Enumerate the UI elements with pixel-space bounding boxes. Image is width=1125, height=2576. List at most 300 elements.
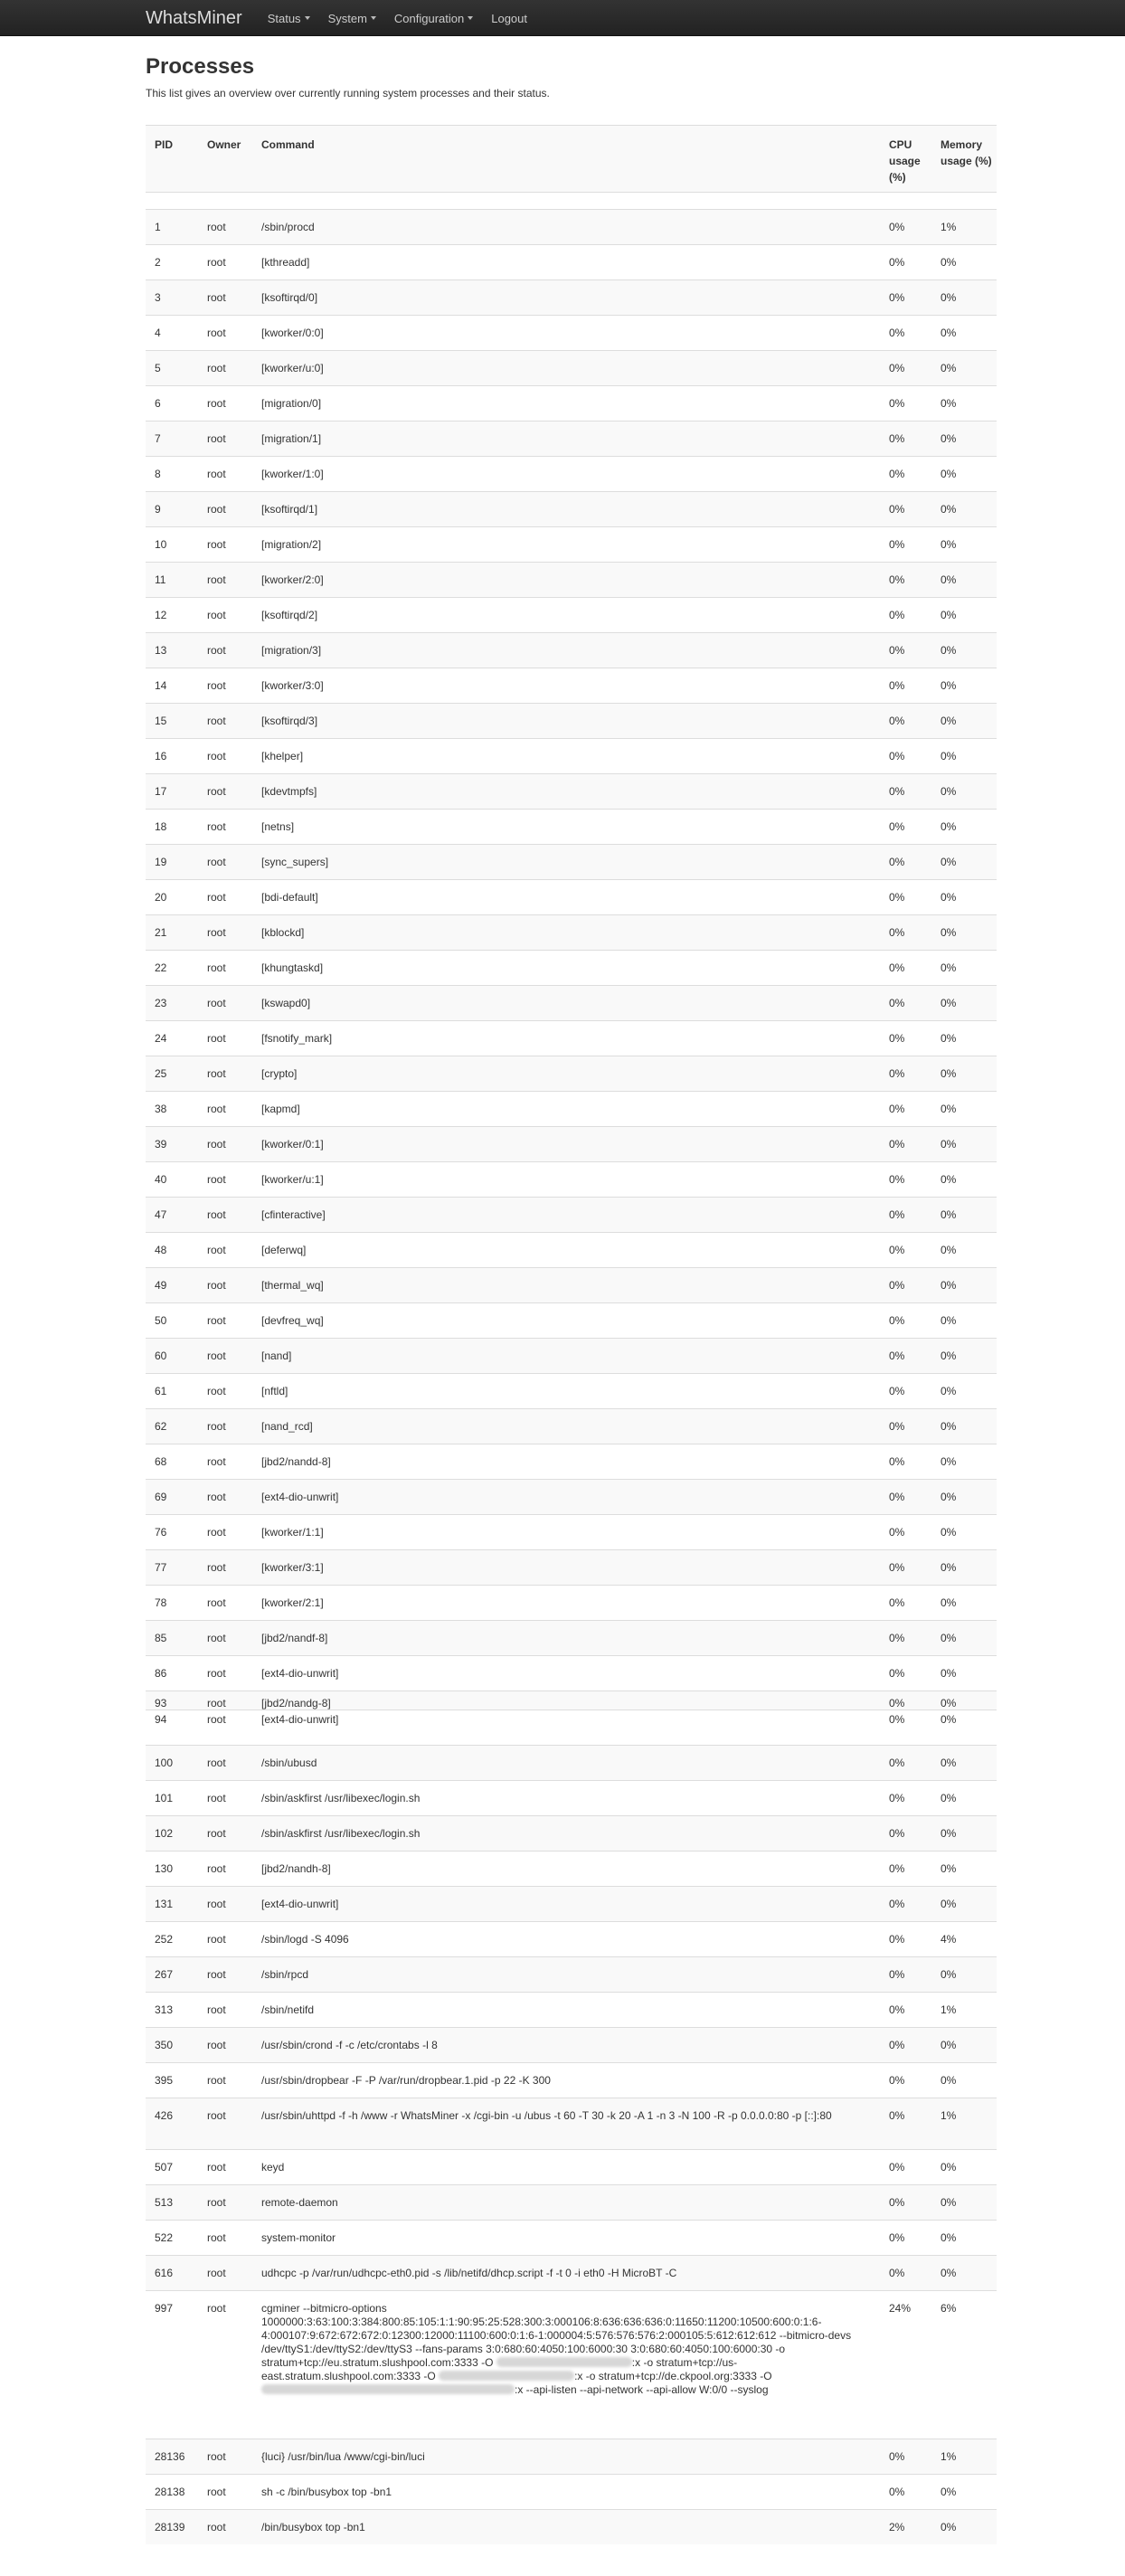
cell-pid: 6 [155,397,161,410]
table-row [146,421,997,456]
cell-pid: 25 [155,1067,167,1080]
cell-memory: 0% [941,256,957,269]
cell-owner: root [207,1138,226,1151]
cell-command: [ext4-dio-unwrit] [261,1713,339,1726]
cell-owner: root [207,1898,226,1910]
cell-cpu: 0% [889,573,905,586]
cell-cpu: 0% [889,750,905,762]
cell-pid: 4 [155,327,161,339]
cell-command: [ksoftirqd/0] [261,291,318,304]
cell-cpu: 0% [889,715,905,727]
table-row [146,632,997,668]
cell-pid: 3 [155,291,161,304]
cell-pid: 48 [155,1244,167,1256]
header-pid: PID [155,138,174,151]
table-row [146,1780,997,1815]
cell-memory: 0% [941,750,957,762]
cell-memory: 0% [941,362,957,374]
cell-memory: 0% [941,856,957,868]
cell-memory: 0% [941,1792,957,1804]
cell-cpu: 0% [889,891,905,904]
cell-cpu: 0% [889,856,905,868]
cell-command: [kworker/3:0] [261,679,324,692]
cell-cpu: 0% [889,327,905,339]
cell-pid: 17 [155,785,167,798]
cell-pid: 267 [155,1968,174,1981]
table-row [146,1992,997,2027]
cell-memory: 0% [941,1208,957,1221]
cell-pid: 1 [155,221,161,233]
table-row [146,668,997,703]
table-row [146,1690,997,1709]
cell-owner: root [207,2302,226,2315]
table-row [146,315,997,350]
cell-cpu: 0% [889,785,905,798]
cell-memory: 0% [941,538,957,551]
cell-command: [kworker/0:1] [261,1138,324,1151]
cell-cpu: 2% [889,2521,905,2533]
cell-memory: 0% [941,2486,957,2498]
cell-memory: 0% [941,432,957,445]
cell-command: /usr/sbin/crond -f -c /etc/crontabs -l 8 [261,2039,438,2051]
cell-command: [deferwq] [261,1244,307,1256]
cell-command: [migration/1] [261,432,322,445]
cell-command: [migration/3] [261,644,322,657]
table-row [146,1514,997,1549]
cell-owner: root [207,1244,226,1256]
cell-command: [jbd2/nandf-8] [261,1632,328,1644]
cell-cpu: 0% [889,397,905,410]
page-subtitle: This list gives an overview over currently running system processes and their status. [146,87,550,99]
cell-pid: 49 [155,1279,167,1292]
nav-system[interactable] [328,12,376,25]
cell-pid: 86 [155,1667,167,1680]
cell-cpu: 0% [889,820,905,833]
cell-owner: root [207,644,226,657]
table-row [146,1338,997,1373]
cell-memory: 0% [941,1314,957,1327]
header-cpu: CPU usage (%) [889,138,921,184]
cell-owner: root [207,891,226,904]
cell-pid: 76 [155,1526,167,1539]
cell-pid: 12 [155,609,167,621]
cell-pid: 28136 [155,2450,185,2463]
cell-memory: 0% [941,1757,957,1769]
nav-configuration[interactable] [394,12,473,25]
cell-memory: 0% [941,1455,957,1468]
cell-command: [migration/0] [261,397,322,410]
chevron-down-icon [371,16,376,20]
table-header [146,125,997,193]
cell-pid: 522 [155,2231,174,2244]
cell-cpu: 0% [889,221,905,233]
table-row [146,2439,997,2474]
cell-command: [thermal_wq] [261,1279,324,1292]
cell-cpu: 0% [889,1667,905,1680]
cell-command: [kworker/0:0] [261,327,324,339]
cell-cpu: 0% [889,961,905,974]
cell-command: /usr/sbin/uhttpd -f -h /www -r WhatsMiner -x /cgi-bin -u /ubus -t 60 -T 30 -k 20 -A 1 -n 3 -N 100 -R -p 0.0.0.0:80 -p [::]:80 [261,2109,832,2122]
command-text: :x --api-listen --api-network --api-allow W:0/0 --syslog [515,2383,769,2396]
table-row [146,385,997,421]
cell-pid: 62 [155,1420,167,1433]
table-row [146,1479,997,1514]
header-owner: Owner [207,138,241,151]
cell-memory: 0% [941,1827,957,1840]
header-memory: Memory usage (%) [941,138,992,167]
cell-owner: root [207,2161,226,2174]
table-row [146,2184,997,2220]
cell-command: [ext4-dio-unwrit] [261,1898,339,1910]
cell-owner: root [207,1667,226,1680]
cell-cpu: 0% [889,2074,905,2087]
cell-owner: root [207,468,226,480]
cell-command: /sbin/rpcd [261,1968,309,1981]
cell-owner: root [207,1862,226,1875]
cell-pid: 997 [155,2302,174,2315]
cell-command: [kswapd0] [261,997,311,1009]
cell-command: system-monitor [261,2231,336,2244]
cell-memory: 1% [941,221,957,233]
cell-pid: 85 [155,1632,167,1644]
table-row [146,209,997,244]
cell-owner: root [207,2109,226,2122]
cell-cpu: 0% [889,1526,905,1539]
table-row [146,879,997,914]
cell-command: keyd [261,2161,285,2174]
table-row [146,2509,997,2544]
command-text: :x -o stratum+tcp://de.ckpool.org:3333 -O [574,2370,772,2382]
table-row [146,844,997,879]
cell-cpu: 0% [889,1933,905,1946]
redacted-credential [439,2371,574,2381]
cell-cpu: 0% [889,1314,905,1327]
nav-status-label: Status [267,11,301,25]
page-title: Processes [146,54,255,79]
cell-memory: 0% [941,609,957,621]
chevron-down-icon [468,16,473,20]
cell-pid: 426 [155,2109,174,2122]
table-row [146,2474,997,2509]
cell-cpu: 0% [889,1032,905,1045]
cell-memory: 0% [941,1279,957,1292]
cell-cpu: 0% [889,2196,905,2209]
cell-command: [kblockd] [261,926,305,939]
cell-command: [kworker/2:1] [261,1596,324,1609]
command-text: cgminer --bitmicro-options 1000000:3:63:100:3:384:800:85:105:1:1:90:95:25:528:300:3:000106:8:636:636:636:0:11650:11200:10500:600:0:1:6-4:000107:9:672:672:672:0:12300:12000:11100:600:0:1:6-1:000004:5:576:576:576:2:000105:5:612:612:612 --bitmicro-devs /dev/ttyS1:/dev/ttyS2:/dev/ttyS3 --fans-params 3:0:680:60:4050:100:6000:30 3:0:680:60:4050:100:6000:30 -o stratum+tcp://eu.stratum.slushpool.com:3333 -O [261,2302,852,2369]
cell-owner: root [207,2521,226,2533]
table-row [146,2062,997,2098]
cell-command: [nand_rcd] [261,1420,313,1433]
cell-command: [nftld] [261,1385,288,1397]
table-row [146,350,997,385]
cell-pid: 5 [155,362,161,374]
cell-cpu: 0% [889,2039,905,2051]
cell-command: /sbin/logd -S 4096 [261,1933,349,1946]
table-row [146,703,997,738]
redacted-credential [261,2384,515,2394]
nav-configuration-label: Configuration [393,11,465,25]
cell-cpu: 0% [889,1244,905,1256]
table-row [146,1745,997,1780]
cell-memory: 0% [941,1491,957,1503]
cell-owner: root [207,573,226,586]
cell-command: [fsnotify_mark] [261,1032,333,1045]
cell-owner: root [207,856,226,868]
cell-pid: 9 [155,503,161,516]
cell-pid: 507 [155,2161,174,2174]
cell-owner: root [207,327,226,339]
cell-memory: 0% [941,1596,957,1609]
cell-pid: 131 [155,1898,174,1910]
cell-owner: root [207,1596,226,1609]
cell-owner: root [207,926,226,939]
cell-owner: root [207,2267,226,2279]
cell-pid: 14 [155,679,167,692]
cell-memory: 0% [941,2196,957,2209]
cell-command: {luci} /usr/bin/lua /www/cgi-bin/luci [261,2450,425,2463]
cell-cpu: 0% [889,1491,905,1503]
cell-cpu: 24% [889,2302,912,2315]
cell-cpu: 0% [889,1632,905,1644]
cell-pid: 22 [155,961,167,974]
cell-command: remote-daemon [261,2196,338,2209]
cell-owner: root [207,1491,226,1503]
table-row [146,244,997,279]
cell-cpu: 0% [889,291,905,304]
cell-pid: 252 [155,1933,174,1946]
cell-command: [netns] [261,820,295,833]
cell-owner: root [207,1713,226,1726]
cell-pid: 513 [155,2196,174,2209]
cell-owner: root [207,503,226,516]
cell-command: [jbd2/nandg-8] [261,1697,331,1709]
cell-pid: 23 [155,997,167,1009]
cell-memory: 0% [941,715,957,727]
table-row [146,1815,997,1851]
cell-memory: 0% [941,679,957,692]
table-row [146,1126,997,1161]
navbar [0,0,1125,36]
header-command: Command [261,138,315,151]
cell-cpu: 0% [889,1350,905,1362]
cell-owner: root [207,609,226,621]
cell-memory: 0% [941,1138,957,1151]
cell-pid: 100 [155,1757,174,1769]
cell-owner: root [207,2450,226,2463]
cell-cpu: 0% [889,997,905,1009]
cell-owner: root [207,1279,226,1292]
cell-command: sh -c /bin/busybox top -bn1 [261,2486,392,2498]
cell-cpu: 0% [889,679,905,692]
cell-pid: 350 [155,2039,174,2051]
cell-owner: root [207,1314,226,1327]
table-row [146,738,997,773]
cell-cpu: 0% [889,926,905,939]
cell-owner: root [207,1968,226,1981]
table-row [146,597,997,632]
cell-memory: 0% [941,1103,957,1115]
table-row [146,1921,997,1956]
cell-cpu: 0% [889,362,905,374]
cell-cpu: 0% [889,2003,905,2016]
cell-command: /sbin/netifd [261,2003,315,2016]
cell-memory: 0% [941,503,957,516]
table-spacer [146,193,997,209]
cell-command: /sbin/askfirst /usr/libexec/login.sh [261,1792,421,1804]
cell-pid: 28139 [155,2521,185,2533]
table-row [146,2098,997,2149]
cell-pid: 77 [155,1561,167,1574]
cell-owner: root [207,1632,226,1644]
table-row [146,1851,997,1886]
cell-pid: 616 [155,2267,174,2279]
cell-owner: root [207,1757,226,1769]
cell-pid: 16 [155,750,167,762]
cell-command: [sync_supers] [261,856,329,868]
command-text: :x -o stratum+tcp://us-east.stratum.slushpool.com:3333 -O [261,2356,738,2382]
cell-cpu: 0% [889,432,905,445]
cell-command: [ext4-dio-unwrit] [261,1491,339,1503]
cell-pid: 28138 [155,2486,185,2498]
cell-cpu: 0% [889,538,905,551]
cell-cpu: 0% [889,1697,905,1709]
table-row [146,2027,997,2062]
cell-cpu: 0% [889,1455,905,1468]
cell-memory: 0% [941,997,957,1009]
cell-command [261,2302,872,2397]
table-row [146,773,997,809]
cell-cpu: 0% [889,2486,905,2498]
cell-owner: root [207,820,226,833]
cell-cpu: 0% [889,1138,905,1151]
cell-memory: 0% [941,2039,957,2051]
table-row [146,1232,997,1267]
brand-logo[interactable]: WhatsMiner [146,7,242,28]
cell-owner: root [207,2074,226,2087]
cell-memory: 0% [941,573,957,586]
table-row [146,2149,997,2184]
cell-owner: root [207,750,226,762]
cell-memory: 0% [941,785,957,798]
nav-status[interactable] [268,12,310,25]
cell-command: [khelper] [261,750,304,762]
cell-owner: root [207,2039,226,2051]
cell-memory: 1% [941,2450,957,2463]
cell-cpu: 0% [889,644,905,657]
cell-memory: 0% [941,1385,957,1397]
cell-cpu: 0% [889,503,905,516]
cell-owner: root [207,256,226,269]
cell-pid: 40 [155,1173,167,1186]
cell-command: [kthreadd] [261,256,310,269]
cell-pid: 18 [155,820,167,833]
cell-pid: 7 [155,432,161,445]
cell-memory: 4% [941,1933,957,1946]
table-row [146,1709,997,1745]
cell-command: [kdevtmpfs] [261,785,317,798]
cell-pid: 61 [155,1385,167,1397]
cell-memory: 0% [941,1968,957,1981]
table-row [146,1091,997,1126]
cell-owner: root [207,1350,226,1362]
cell-command: [jbd2/nandh-8] [261,1862,331,1875]
table-row [146,1408,997,1444]
cell-memory: 0% [941,327,957,339]
cell-pid: 69 [155,1491,167,1503]
cell-owner: root [207,362,226,374]
cell-memory: 0% [941,1697,957,1709]
cell-memory: 0% [941,397,957,410]
cell-pid: 102 [155,1827,174,1840]
redacted-credential [496,2357,632,2367]
cell-memory: 0% [941,961,957,974]
cell-cpu: 0% [889,1561,905,1574]
cell-memory: 0% [941,1632,957,1644]
table-row [146,456,997,491]
table-row [146,1444,997,1479]
cell-pid: 19 [155,856,167,868]
cell-command: udhcpc -p /var/run/udhcpc-eth0.pid -s /lib/netifd/dhcp.script -f -t 0 -i eth0 -H MicroBT -C [261,2267,677,2279]
table-row [146,1655,997,1690]
cell-owner: root [207,997,226,1009]
cell-command: [devfreq_wq] [261,1314,324,1327]
cell-pid: 60 [155,1350,167,1362]
cell-cpu: 0% [889,1385,905,1397]
cell-owner: root [207,1208,226,1221]
cell-command: /usr/sbin/dropbear -F -P /var/run/dropbear.1.pid -p 22 -K 300 [261,2074,551,2087]
cell-cpu: 0% [889,1827,905,1840]
nav-logout[interactable] [491,12,527,25]
cell-pid: 50 [155,1314,167,1327]
cell-cpu: 0% [889,1713,905,1726]
cell-owner: root [207,2196,226,2209]
cell-pid: 68 [155,1455,167,1468]
cell-memory: 0% [941,1244,957,1256]
cell-command: /sbin/ubusd [261,1757,317,1769]
table-row [146,2290,997,2439]
cell-memory: 0% [941,1350,957,1362]
cell-command: [kworker/u:1] [261,1173,324,1186]
cell-pid: 78 [155,1596,167,1609]
table-row [146,1161,997,1197]
cell-pid: 21 [155,926,167,939]
table-row [146,2255,997,2290]
cell-memory: 6% [941,2302,957,2315]
cell-memory: 0% [941,2161,957,2174]
table-row [146,1056,997,1091]
cell-command: [kworker/1:0] [261,468,324,480]
cell-owner: root [207,221,226,233]
cell-memory: 0% [941,1561,957,1574]
cell-pid: 313 [155,2003,174,2016]
table-row [146,1197,997,1232]
cell-owner: root [207,538,226,551]
cell-cpu: 0% [889,1596,905,1609]
cell-owner: root [207,1455,226,1468]
cell-memory: 0% [941,1067,957,1080]
cell-owner: root [207,1526,226,1539]
cell-owner: root [207,715,226,727]
cell-pid: 94 [155,1713,167,1726]
cell-cpu: 0% [889,1898,905,1910]
cell-memory: 0% [941,644,957,657]
cell-cpu: 0% [889,468,905,480]
cell-command: /bin/busybox top -bn1 [261,2521,365,2533]
cell-pid: 2 [155,256,161,269]
cell-owner: root [207,785,226,798]
cell-owner: root [207,291,226,304]
